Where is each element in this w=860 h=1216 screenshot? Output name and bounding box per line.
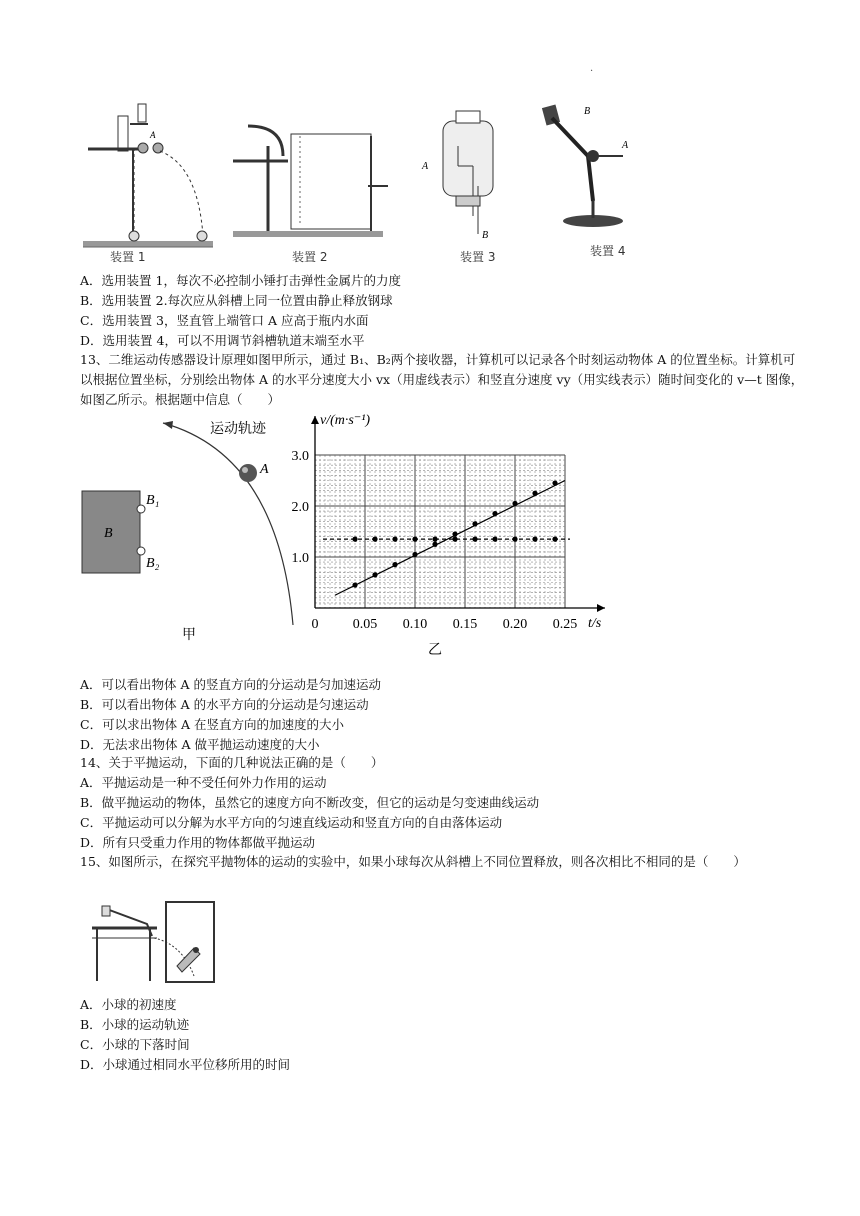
vx-data-point: [472, 537, 477, 542]
q15-apparatus-figure: [82, 896, 222, 988]
q15-option-b: B．小球的运动轨迹: [80, 1017, 190, 1032]
figure-jia-caption: 甲: [182, 628, 196, 643]
q14-option-d: D．所有只受重力作用的物体都做平抛运动: [80, 835, 316, 850]
apparatus-4-figure: [538, 96, 638, 236]
x-tick-label: 0.10: [402, 617, 428, 632]
q12-option-b: B．选用装置 2.每次应从斜槽上同一位置由静止释放钢球: [80, 293, 393, 308]
vx-data-point: [532, 537, 537, 542]
q15-option-a: A．小球的初速度: [80, 997, 177, 1012]
apparatus-4-label-b: B: [584, 106, 591, 117]
vx-data-point: [352, 537, 357, 542]
apparatus-2-caption: 装置 2: [292, 250, 328, 264]
vy-data-point: [452, 531, 457, 536]
x-tick-label: 0.15: [452, 617, 478, 632]
chart-ylabel: v/(m·s⁻¹): [320, 413, 371, 428]
q14-stem: 14、关于平抛运动，下面的几种说法正确的是（ ）: [80, 755, 384, 770]
apparatus-3-figure: [418, 106, 508, 251]
apparatus-3-label-a: A: [422, 161, 429, 172]
vy-data-point: [532, 491, 537, 496]
vx-data-point: [492, 537, 497, 542]
receiver-b1-label: B₁: [146, 493, 160, 508]
apparatus-4-caption: 装置 4: [590, 244, 626, 258]
vy-solid-line: [335, 481, 565, 596]
q12-option-d: D．选用装置 4，可以不用调节斜槽轨道末端至水平: [80, 333, 365, 348]
q15-option-c: C．小球的下落时间: [80, 1037, 190, 1052]
vx-data-point: [512, 537, 517, 542]
apparatus-1-label-a: A: [150, 130, 156, 140]
vy-data-point: [512, 501, 517, 506]
vy-data-point: [432, 542, 437, 547]
vy-data-point: [392, 562, 397, 567]
apparatus-3-caption: 装置 3: [460, 250, 496, 264]
vx-data-point: [452, 537, 457, 542]
figure-jia: [78, 415, 308, 655]
apparatus-figures: [78, 96, 678, 268]
vx-data-point: [412, 537, 417, 542]
vy-data-point: [372, 572, 377, 577]
q15-stem: 15、如图所示，在探究平抛物体的运动的实验中，如果小球每次从斜槽上不同位置释放，则各次相比不相同的是（ ）: [80, 854, 746, 869]
vx-data-point: [552, 537, 557, 542]
vy-data-point: [412, 552, 417, 557]
chart-xlabel: t/s: [588, 616, 602, 631]
velocity-time-chart: [280, 410, 610, 665]
q13-option-d: D．无法求出物体 A 做平抛运动速度的大小: [80, 737, 320, 752]
q13-option-c: C．可以求出物体 A 在竖直方向的加速度的大小: [80, 717, 345, 732]
block-b-label: B: [104, 526, 113, 541]
q14-option-b: B．做平抛运动的物体，虽然它的速度方向不断改变，但它的运动是匀变速曲线运动: [80, 795, 540, 810]
figure-yi-caption: 乙: [428, 643, 442, 658]
q12-option-a: A．选用装置 1，每次不必控制小锤打击弹性金属片的力度: [80, 273, 401, 288]
q14-option-c: C．平抛运动可以分解为水平方向的匀速直线运动和竖直方向的自由落体运动: [80, 815, 503, 830]
vy-data-point: [472, 521, 477, 526]
apparatus-1-figure: [78, 96, 218, 268]
q13-stem: 13、二维运动传感器设计原理如图甲所示，通过 B₁、B₂两个接收器，计算机可以记录各个时刻运动物体 A 的位置坐标。计算机可以根据位置坐标，分别绘出物体 A 的水平分速度大小 vx（用虚线表示）和竖直分速度 vy（用实线表示）随时间变化的 v—t 图像，如图乙所示。根据题中信息（ ）: [80, 352, 804, 407]
q14-option-a: A．平抛运动是一种不受任何外力作用的运动: [80, 775, 327, 790]
y-tick-label: 2.0: [291, 500, 309, 515]
vx-data-point: [392, 537, 397, 542]
apparatus-1-caption: 装置 1: [110, 250, 146, 264]
x-tick-label: 0.25: [552, 617, 578, 632]
apparatus-3-label-b: B: [482, 230, 489, 241]
vx-data-point: [372, 537, 377, 542]
vy-data-point: [552, 480, 557, 485]
object-a-label: A: [260, 462, 269, 477]
vy-data-point: [352, 582, 357, 587]
q15-option-d: D．小球通过相同水平位移所用的时间: [80, 1057, 291, 1072]
chart-series: [323, 480, 570, 595]
trajectory-label: 运动轨迹: [210, 422, 266, 437]
page-dot: ·: [590, 66, 594, 77]
q13-option-a: A．可以看出物体 A 的竖直方向的分运动是匀加速运动: [80, 677, 382, 692]
apparatus-2-figure: [228, 106, 398, 266]
receiver-b2-label: B₂: [146, 556, 160, 571]
vx-data-point: [432, 537, 437, 542]
apparatus-4-label-a: A: [622, 140, 629, 151]
y-tick-label: 1.0: [291, 551, 309, 566]
vy-data-point: [492, 511, 497, 516]
x-tick-label: 0.05: [352, 617, 378, 632]
x-tick-label: 0: [311, 617, 319, 632]
x-tick-label: 0.20: [502, 617, 528, 632]
q13-option-b: B．可以看出物体 A 的水平方向的分运动是匀速运动: [80, 697, 369, 712]
y-tick-label: 3.0: [291, 449, 309, 464]
q12-option-c: C．选用装置 3，竖直管上端管口 A 应高于瓶内水面: [80, 313, 369, 328]
